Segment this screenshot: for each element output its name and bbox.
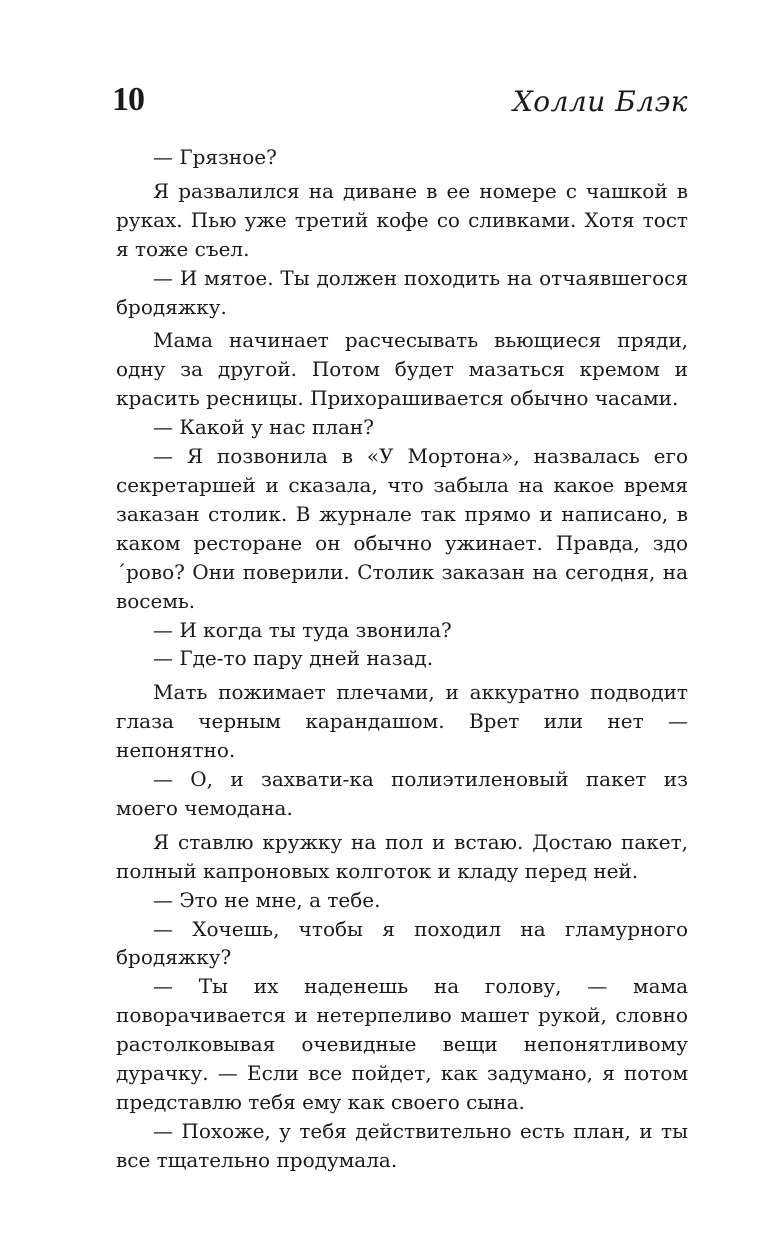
paragraph: Мать пожимает плечами, и аккуратно подводит глаза черным карандашом. Врет или нет — непонятно. bbox=[116, 680, 688, 763]
paragraph: Я ставлю кружку на пол и встаю. Достаю пакет, полный капроновых колготок и кладу перед ней. bbox=[116, 829, 688, 883]
paragraph: — Где-то пару дней назад. bbox=[153, 646, 434, 671]
paragraph: — Ты их наденешь на голову, — мама поворачивается и нетерпеливо машет рукой, словно растолковывая очевидные вещи непонятливому дурачку. — Если все пойдет, как задумано, я потом представлю тебя ему как своего сына. bbox=[116, 974, 688, 1114]
page-number: 10 bbox=[112, 81, 144, 118]
paragraph: — Я позвонила в «У Мортона», назвалась его секретаршей и сказала, что забыла на какое время заказан столик. В журнале так прямо и написано, в каком ресторане он обычно ужинает. Правда, здо´рово? Они поверили. Столик заказан на сегодня, на восемь. bbox=[116, 444, 688, 613]
paragraph: — Хочешь, чтобы я походил на гламурного бродяжку? bbox=[116, 916, 688, 970]
paragraph: — Какой у нас план? bbox=[153, 415, 374, 440]
paragraph: — Грязное? bbox=[153, 145, 277, 169]
running-head-author: Холли Блэк bbox=[512, 85, 688, 118]
paragraph: — Это не мне, а тебе. bbox=[153, 887, 381, 912]
body-text bbox=[116, 143, 688, 1175]
paragraph: Я развалился на диване в ее номере с чашкой в руках. Пью уже третий кофе со сливками. Хотя тост я тоже съел. bbox=[116, 178, 688, 261]
paragraph: Мама начинает расчесывать вьющиеся пряди, одну за другой. Потом будет мазаться кремом и красить ресницы. Прихорашивается обычно часами. bbox=[116, 328, 688, 411]
paragraph: — О, и захвати-ка полиэтиленовый пакет из моего чемодана. bbox=[116, 767, 688, 820]
paragraph: — Похоже, у тебя действительно есть план, и ты все тщательно продумала. bbox=[116, 1118, 688, 1172]
paragraph: — И мятое. Ты должен походить на отчаявшегося бродяжку. bbox=[116, 265, 688, 319]
paragraph: — И когда ты туда звонила? bbox=[153, 617, 452, 642]
